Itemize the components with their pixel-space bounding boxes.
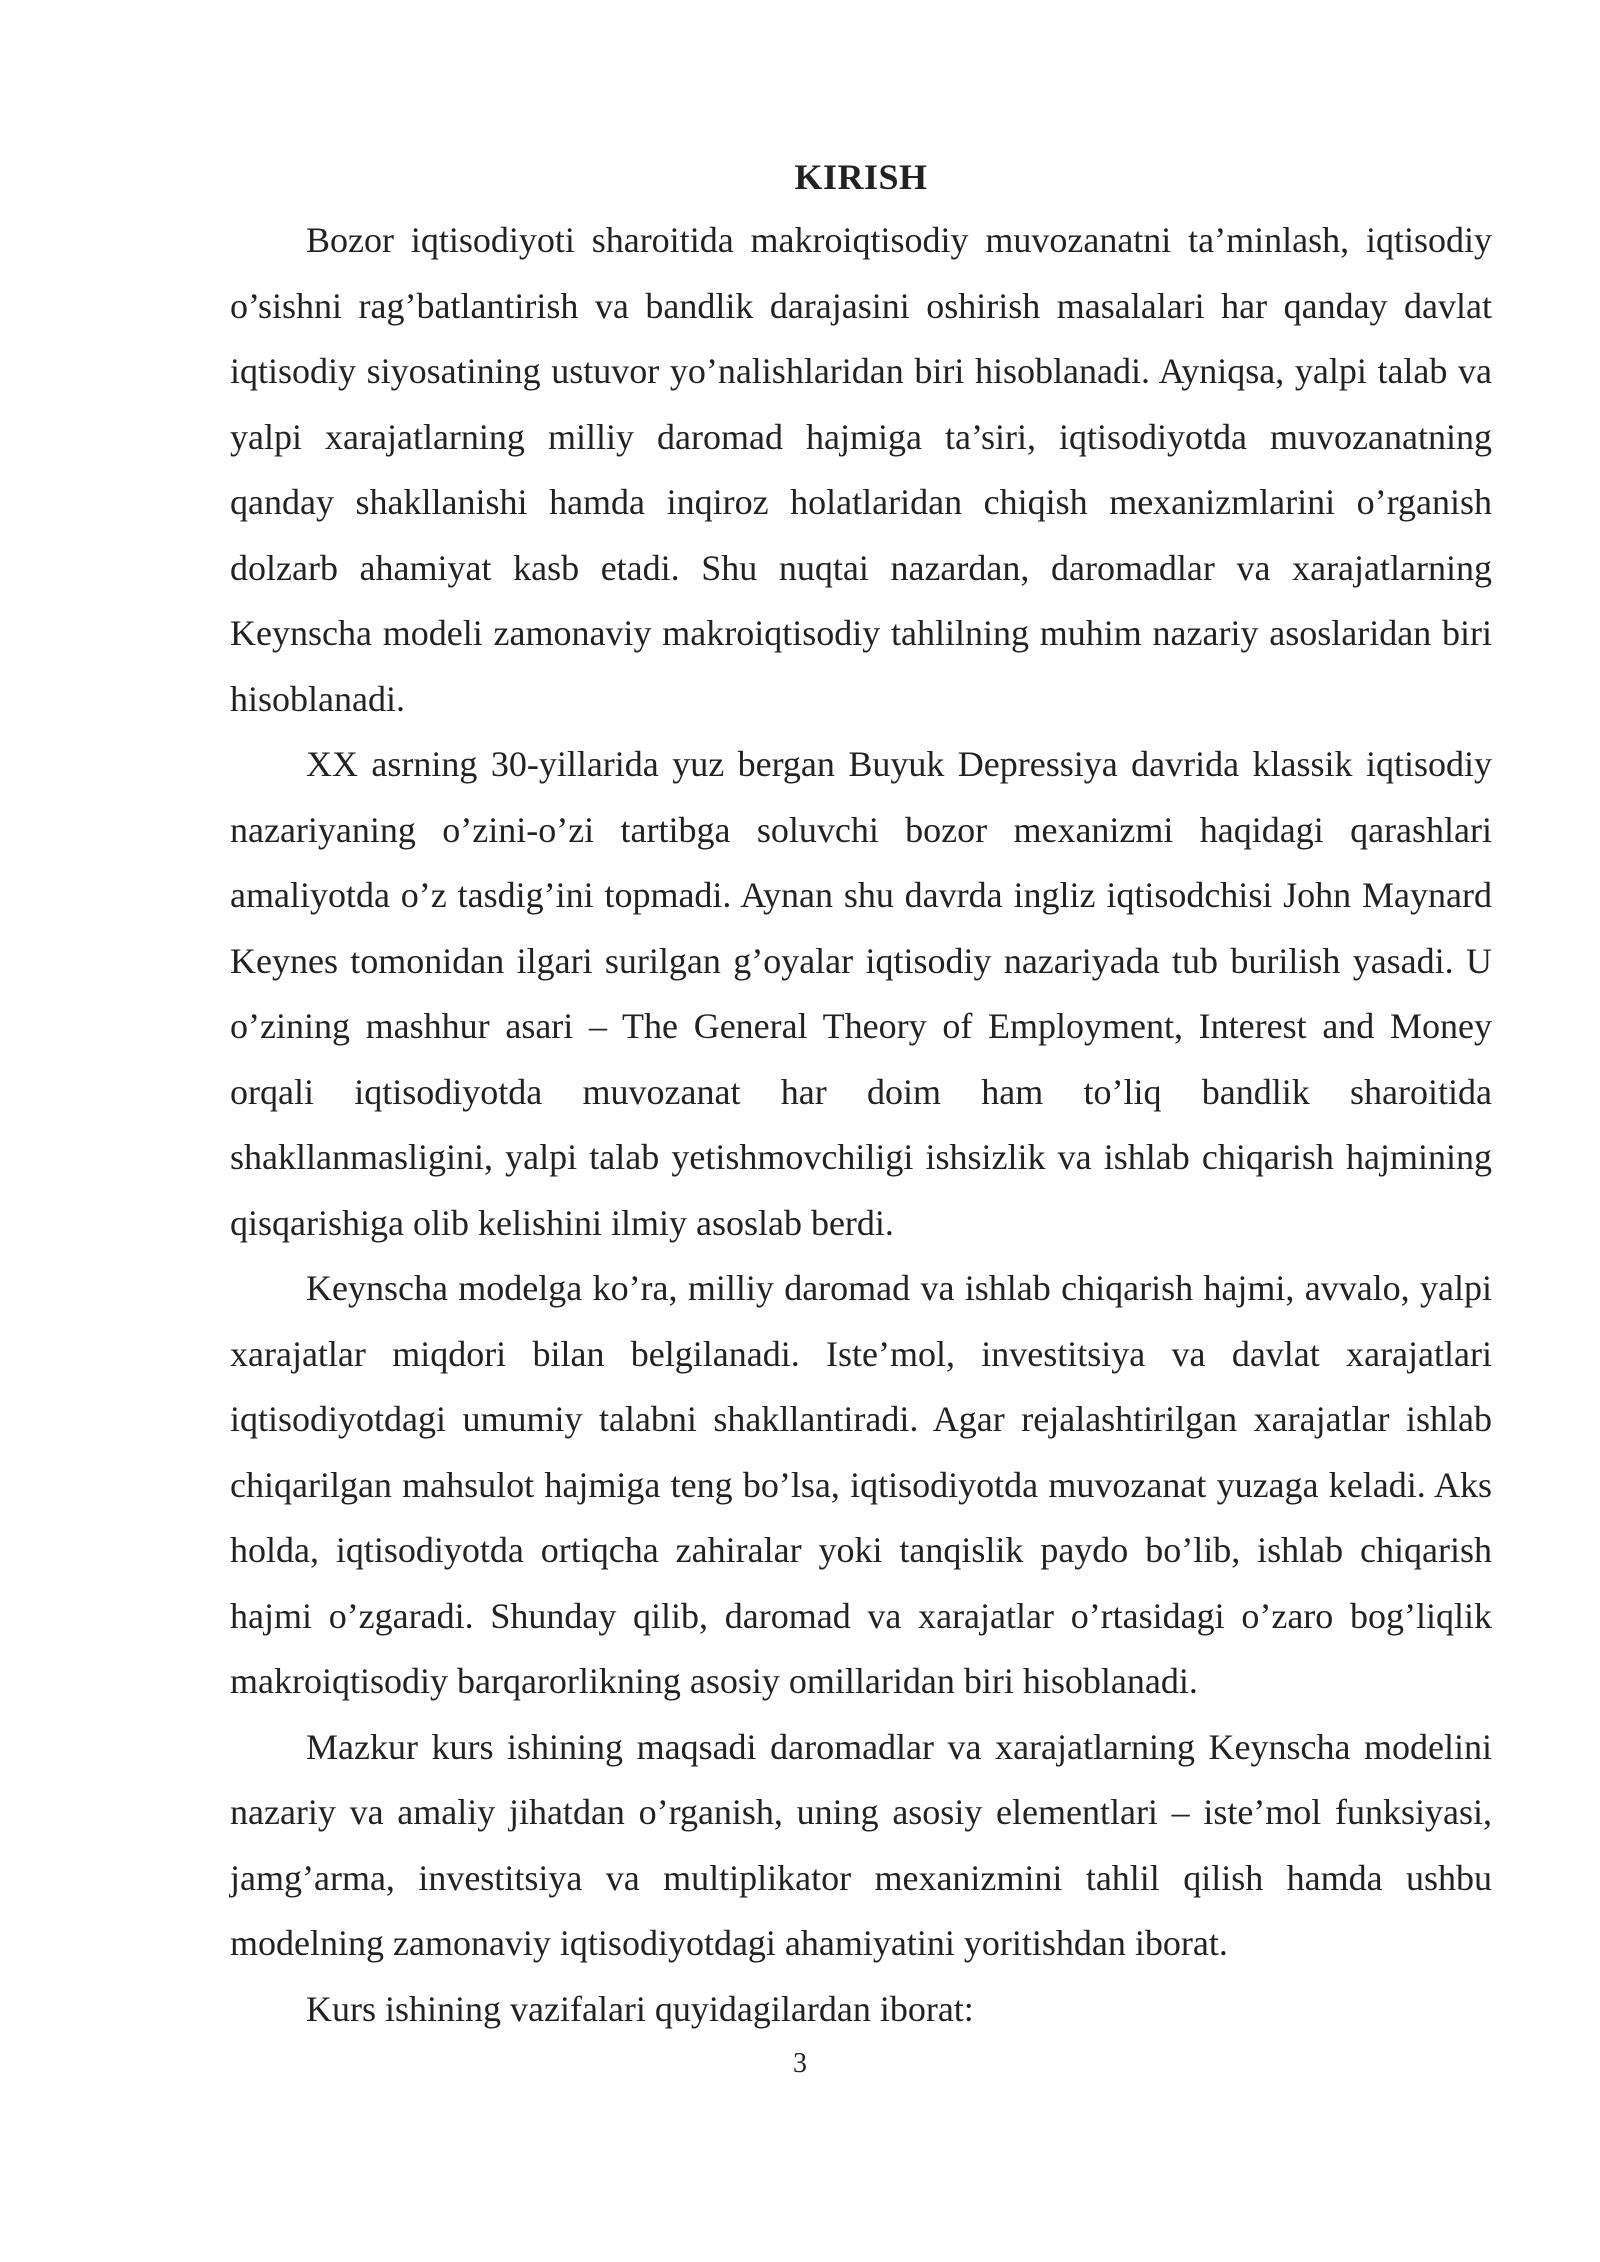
section-heading: KIRISH <box>794 157 928 197</box>
paragraph-1: Bozor iqtisodiyoti sharoitida makroiqtisodiy muvozanatni ta’minlash, iqtisodiy o’sishni rag’batlantirish va bandlik darajasini oshirish masalalari har qanday davlat iqtisodiy siyosatining ustuvor yo’nalishlaridan biri hisoblanadi. Ayniqsa, yalpi talab va yalpi xarajatlarning milliy daromad hajmiga ta’siri, iqtisodiyotda muvozanatning qanday shakllanishi hamda inqiroz holatlaridan chiqish mexanizmlarini o’rganish dolzarb ahamiyat kasb etadi. Shu nuqtai nazardan, daromadlar va xarajatlarning Keynscha modeli zamonaviy makroiqtisodiy tahlilning muhim nazariy asoslaridan biri hisoblanadi. <box>230 220 1492 719</box>
paragraph-5: Kurs ishining vazifalari quyidagilardan iborat: <box>306 1988 974 2029</box>
page-content <box>230 150 1492 2042</box>
page-number: 3 <box>793 2048 807 2079</box>
paragraph-3: Keynscha modelga ko’ra, milliy daromad va ishlab chiqarish hajmi, avvalo, yalpi xarajatlar miqdori bilan belgilanadi. Iste’mol, investitsiya va davlat xarajatlari iqtisodiyotdagi umumiy talabni shakllantiradi. Agar rejalashtirilgan xarajatlar ishlab chiqarilgan mahsulot hajmiga teng bo’lsa, iqtisodiyotda muvozanat yuzaga keladi. Aks holda, iqtisodiyotda ortiqcha zahiralar yoki tanqislik paydo bo’lib, ishlab chiqarish hajmi o’zgaradi. Shunday qilib, daromad va xarajatlar o’rtasidagi o’zaro bog’liqlik makroiqtisodiy barqarorlikning asosiy omillaridan biri hisoblanadi. <box>230 1268 1492 1701</box>
paragraph-2: XX asrning 30-yillarida yuz bergan Buyuk Depressiya davrida klassik iqtisodiy nazariyaning o’zini-o’zi tartibga soluvchi bozor mexanizmi haqidagi qarashlari amaliyotda o’z tasdig’ini topmadi. Aynan shu davrda ingliz iqtisodchisi John Maynard Keynes tomonidan ilgari surilgan g’oyalar iqtisodiy nazariyada tub burilish yasadi. U o’zining mashhur asari – The General Theory of Employment, Interest and Money orqali iqtisodiyotda muvozanat har doim ham to’liq bandlik sharoitida shakllanmasligini, yalpi talab yetishmovchiligi ishsizlik va ishlab chiqarish hajmining qisqarishiga olib kelishini ilmiy asoslab berdi. <box>230 744 1492 1243</box>
paragraph-4: Mazkur kurs ishining maqsadi daromadlar va xarajatlarning Keynscha modelini nazariy va amaliy jihatdan o’rganish, uning asosiy elementlari – iste’mol funksiyasi, jamg’arma, investitsiya va multiplikator mexanizmini tahlil qilish hamda ushbu modelning zamonaviy iqtisodiyotdagi ahamiyatini yoritishdan iborat. <box>230 1726 1492 1963</box>
